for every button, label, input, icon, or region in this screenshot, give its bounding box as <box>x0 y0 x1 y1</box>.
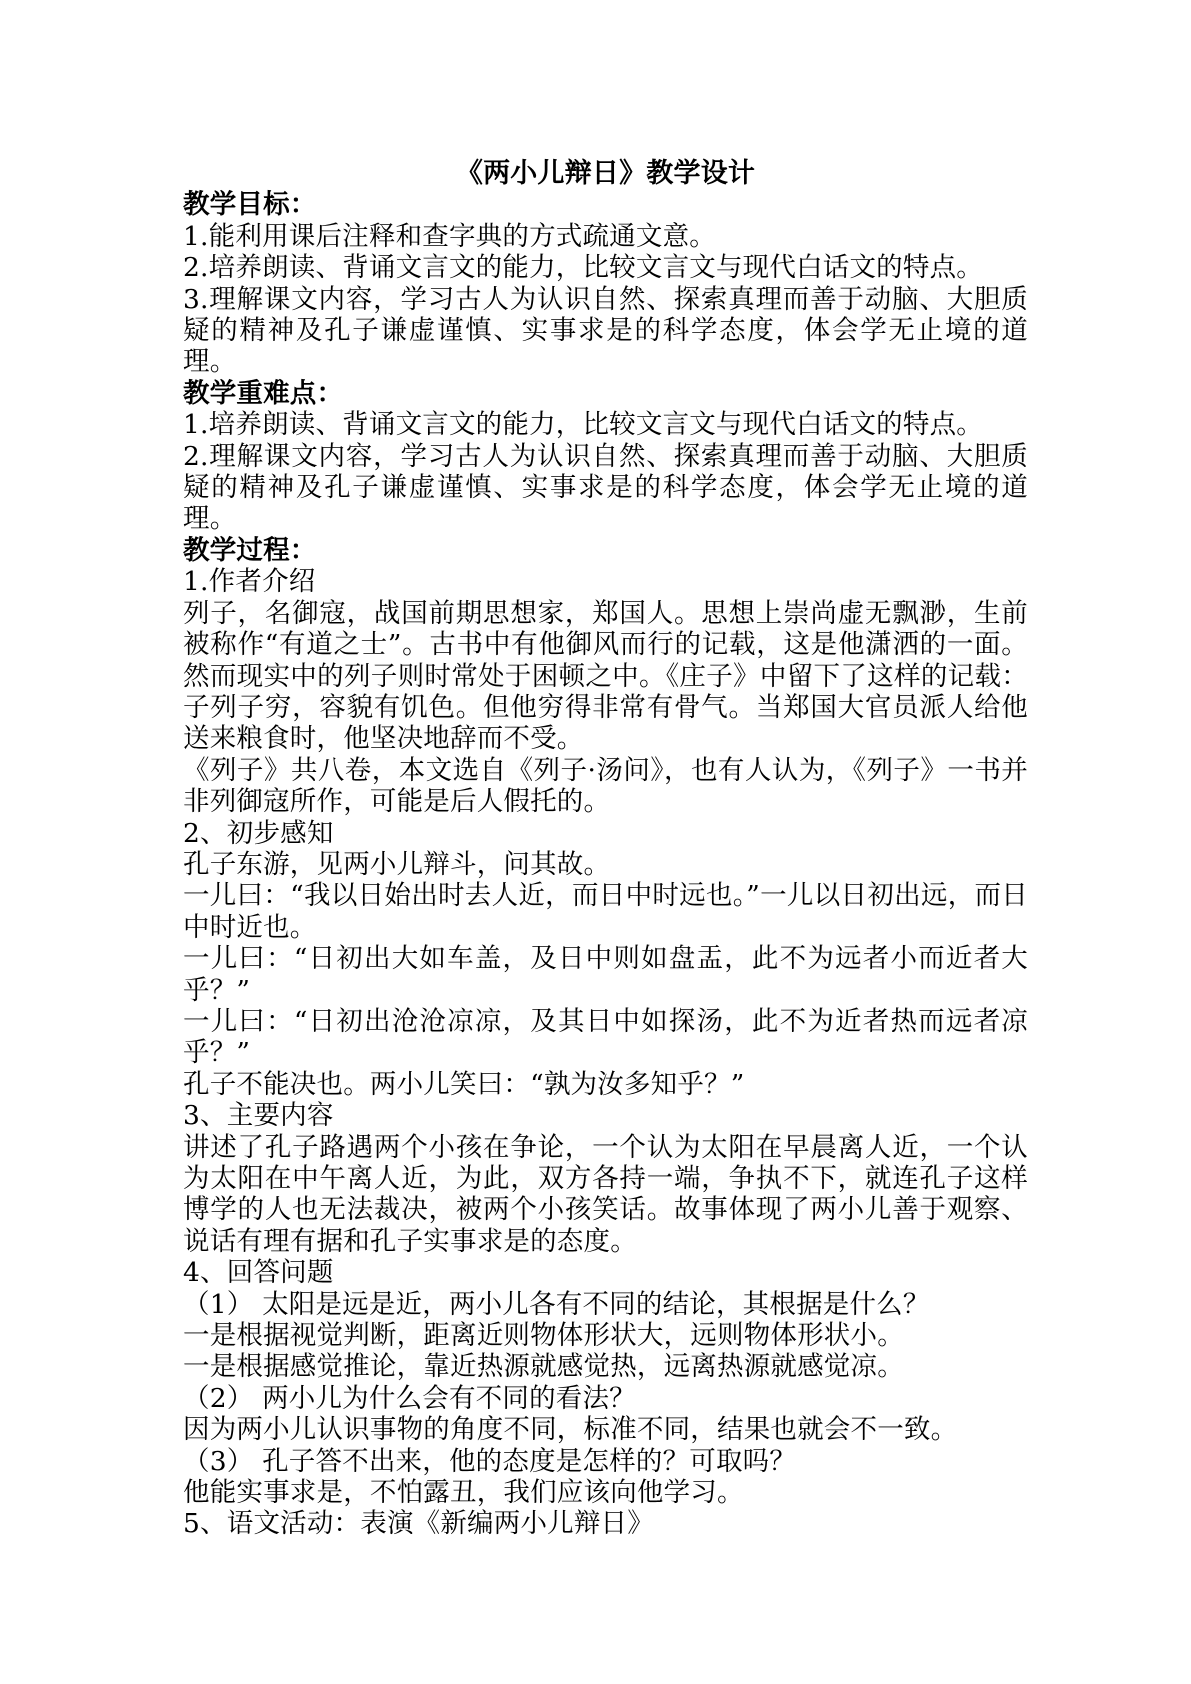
question-line: （3） 孔子答不出来，他的态度是怎样的？可取吗？ <box>183 1445 797 1477</box>
document-title: 《两小儿辩日》教学设计 <box>455 158 756 189</box>
author-paragraph: 《列子》共八卷，本文选自《列子·汤问》，也有人认为，《列子》一书并非列御寇所作，可能是后人假托的。 <box>183 754 1028 818</box>
answer-line: 一是根据感觉推论，靠近热源就感觉热，远离热源就感觉凉。 <box>183 1351 904 1383</box>
author-paragraph: 列子，名御寇，战国前期思想家，郑国人。思想上崇尚虚无飘渺，生前被称作“有道之士”。古书中有他御风而行的记载，这是他潇洒的一面。然而现实中的列子则时常处于困顿之中。《庄子》中留下了这样的记载：子列子穷，容貌有饥色。但他穷得非常有骨气。当郑国大官员派人给他送来粮食时，他坚决地辞而不受。 <box>183 597 1028 755</box>
objective-item: 3.理解课文内容，学习古人为认识自然、探索真理而善于动脑、大胆质疑的精神及孔子谦虚谨慎、实事求是的科学态度，体会学无止境的道理。 <box>183 283 1028 378</box>
activity-heading: 5、语文活动：表演《新编两小儿辩日》 <box>183 1508 654 1540</box>
text-paragraph: 孔子不能决也。两小儿笑曰：“孰为汝多知乎？” <box>183 1068 745 1100</box>
text-paragraph: 一儿曰：“日初出沧沧凉凉，及其日中如探汤，此不为近者热而远者凉乎？” <box>183 1005 1028 1069</box>
text-paragraph: 孔子东游，见两小儿辩斗，问其故。 <box>183 848 611 880</box>
objective-item: 2.培养朗读、背诵文言文的能力，比较文言文与现代白话文的特点。 <box>183 252 983 284</box>
key-point-item: 1.培养朗读、背诵文言文的能力，比较文言文与现代白话文的特点。 <box>183 409 983 441</box>
key-points-heading: 教学重难点： <box>183 377 344 409</box>
key-point-item: 2.理解课文内容，学习古人为认识自然、探索真理而善于动脑、大胆质疑的精神及孔子谦虚谨慎、实事求是的科学态度，体会学无止境的道理。 <box>183 440 1028 535</box>
text-paragraph: 一儿曰：“我以日始出时去人近，而日中时远也。”一儿以日初出远，而日中时近也。 <box>183 880 1028 943</box>
text-paragraph: 一儿曰：“日初出大如车盖，及日中则如盘盂，此不为远者小而近者大乎？” <box>183 943 1028 1006</box>
content-heading: 3、主要内容 <box>183 1100 334 1132</box>
question-line: （2） 两小儿为什么会有不同的看法？ <box>183 1382 636 1414</box>
questions-heading: 4、回答问题 <box>183 1257 334 1289</box>
objectives-heading: 教学目标： <box>183 189 317 221</box>
question-line: （1） 太阳是远是近，两小儿各有不同的结论，其根据是什么？ <box>183 1288 930 1320</box>
author-heading: 1.作者介绍 <box>183 566 316 598</box>
document-body <box>183 158 1028 1540</box>
process-heading: 教学过程： <box>183 534 317 566</box>
answer-line: 他能实事求是，不怕露丑，我们应该向他学习。 <box>183 1477 744 1509</box>
answer-line: 一是根据视觉判断，距离近则物体形状大，远则物体形状小。 <box>183 1320 904 1352</box>
objective-item: 1.能利用课后注释和查字典的方式疏通文意。 <box>183 220 716 252</box>
perception-heading: 2、初步感知 <box>183 817 334 849</box>
content-paragraph: 讲述了孔子路遇两个小孩在争论，一个认为太阳在早晨离人近，一个认为太阳在中午离人近，为此，双方各持一端，争执不下，就连孔子这样博学的人也无法裁决，被两个小孩笑话。故事体现了两小儿善于观察、说话有理有据和孔子实事求是的态度。 <box>183 1131 1028 1257</box>
answer-line: 因为两小儿认识事物的角度不同，标准不同，结果也就会不一致。 <box>183 1414 958 1446</box>
